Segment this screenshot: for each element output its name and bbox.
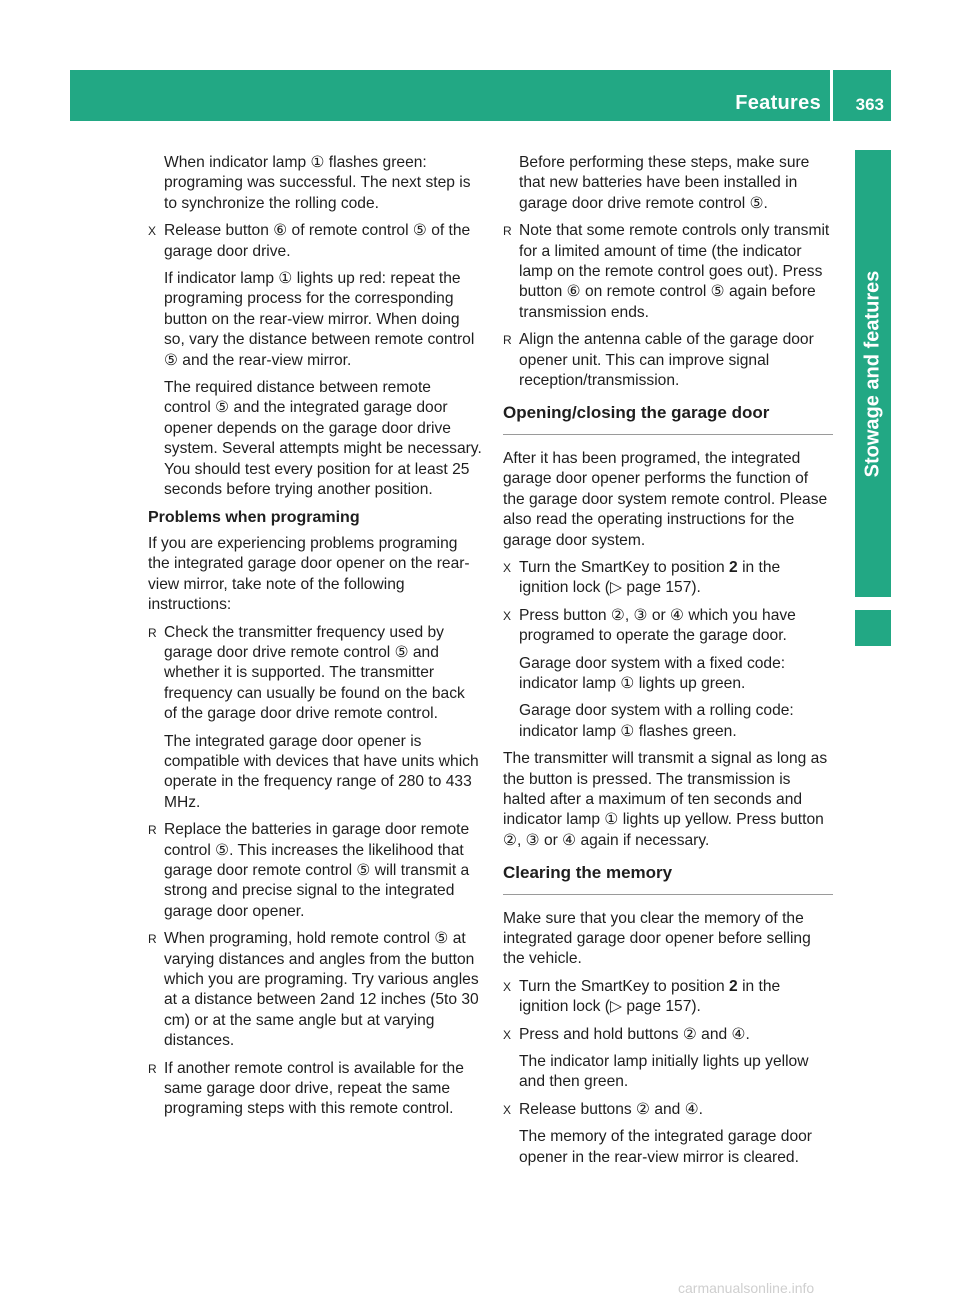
instruction-step — [503, 558, 833, 599]
bullet-text: If another remote control is available for the same garage door drive, repeat the same programing steps with this remote control. — [164, 1059, 464, 1118]
paragraph: If you are experiencing problems programing the integrated garage door opener on the rear-view mirror, take note of the following instructions: — [148, 534, 470, 614]
step-result: The memory of the integrated garage door opener in the rear-view mirror is cleared. — [519, 1128, 812, 1166]
step-text: Turn the SmartKey to position 2 in the ignition lock (▷ page 157). — [519, 558, 781, 597]
section-heading-clearing: Clearing the memory — [503, 863, 833, 894]
step-result: The indicator lamp initially lights up yellow and then green. — [519, 1053, 809, 1091]
bullet-item — [148, 623, 482, 814]
bullet-text: Check the transmitter frequency used by garage door drive remote control ⑤ and whether it is supported. The transmitter frequency can usually be found on the back of the garage door drive remote control. — [164, 623, 465, 723]
step-marker: X — [148, 224, 157, 239]
subheading-problems: Problems when programing — [148, 508, 360, 526]
paragraph: After it has been programed, the integrated garage door opener performs the function of the garage door system remote control. Please also read the operating instructions for the garage door system. — [503, 449, 828, 549]
page-header — [70, 70, 891, 121]
step-text: Press and hold buttons ② and ④. — [519, 1025, 750, 1043]
instruction-step — [503, 606, 833, 742]
chapter-tab-label: Stowage and features — [861, 270, 884, 477]
bullet-text: Note that some remote controls only transmit for a limited amount of time (the indicator lamp on the remote control goes out). Press button ⑥ on remote control ⑤ again before transmission ends. — [519, 222, 830, 321]
bullet-item — [148, 820, 482, 922]
instruction-step — [503, 977, 833, 1018]
step-result: Garage door system with a fixed code: indicator lamp ① lights up green. — [519, 654, 786, 692]
bullet-marker: R — [148, 823, 157, 838]
header-divider — [830, 70, 833, 121]
bullet-item — [503, 221, 833, 323]
bullet-text: The integrated garage door opener is compatible with devices that have units which operate in the frequency range of 280 to 433 MHz. — [164, 732, 479, 811]
right-column — [503, 153, 833, 1175]
page-number: 363 — [855, 95, 884, 114]
step-marker: X — [503, 979, 512, 994]
chapter-tab — [855, 150, 891, 597]
step-marker: X — [503, 1027, 512, 1042]
bullet-marker: R — [148, 625, 157, 640]
instruction-step — [148, 221, 482, 500]
bullet-marker: R — [148, 1061, 157, 1076]
bullet-text: Align the antenna cable of the garage door opener unit. This can improve signal reception/transmission. — [519, 331, 814, 390]
bullet-text: When programing, hold remote control ⑤ at varying distances and angles from the button which you are programing. Try various angles at a distance between 2and 12 inches (5to 30 cm) or at the same angle but at varying distances. — [164, 930, 479, 1050]
step-result: Garage door system with a rolling code: indicator lamp ① flashes green. — [519, 702, 794, 740]
step-text: Turn the SmartKey to position 2 in the ignition lock (▷ page 157). — [519, 977, 781, 1016]
chapter-marker — [855, 610, 891, 646]
bullet-item — [503, 330, 833, 391]
bullet-item — [148, 1059, 482, 1120]
step-marker: X — [503, 560, 512, 575]
left-column — [148, 153, 482, 1127]
step-text: Release button ⑥ of remote control ⑤ of the garage door drive. — [164, 222, 471, 260]
step-result: If indicator lamp ① lights up red: repeat the programing process for the corresponding button on the rear-view mirror. When doing so, vary the distance between remote control ⑤ and the rear-view mirror. — [164, 270, 475, 369]
step-text: Release buttons ② and ④. — [519, 1100, 704, 1118]
step-note: The required distance between remote control ⑤ and the integrated garage door opener depends on the garage door drive system. Several attempts might be necessary. You should test every position for at least 25 seconds before trying another position. — [164, 379, 482, 499]
watermark: carmanualsonline.info — [678, 1280, 815, 1296]
paragraph: The transmitter will transmit a signal as long as the button is pressed. The transmission is halted after a maximum of ten seconds and indicator lamp ① lights up yellow. Press button ②, ③ or ④ again if necessary. — [503, 750, 828, 849]
step-text: Press button ②, ③ or ④ which you have programed to operate the garage door. — [519, 606, 796, 645]
paragraph: Before performing these steps, make sure that new batteries have been installed in garage door drive remote control ⑤. — [519, 154, 810, 212]
instruction-step — [503, 1025, 833, 1093]
step-marker: X — [503, 608, 512, 623]
bullet-item — [148, 929, 482, 1051]
step-marker: X — [503, 1102, 512, 1117]
instruction-step — [503, 1100, 833, 1168]
section-title: Features — [735, 92, 821, 114]
bullet-marker: R — [148, 932, 157, 947]
section-heading-opening: Opening/closing the garage door — [503, 403, 833, 434]
paragraph: Make sure that you clear the memory of the integrated garage door opener before selling the vehicle. — [503, 909, 811, 968]
bullet-text: Replace the batteries in garage door remote control ⑤. This increases the likelihood that garage door remote control ⑤ will transmit a strong and precise signal to the integrated garage door opener. — [164, 821, 470, 920]
bullet-marker: R — [503, 224, 512, 239]
bullet-marker: R — [503, 333, 512, 348]
paragraph: When indicator lamp ① flashes green: programing was successful. The next step is to synchronize the rolling code. — [164, 154, 471, 212]
